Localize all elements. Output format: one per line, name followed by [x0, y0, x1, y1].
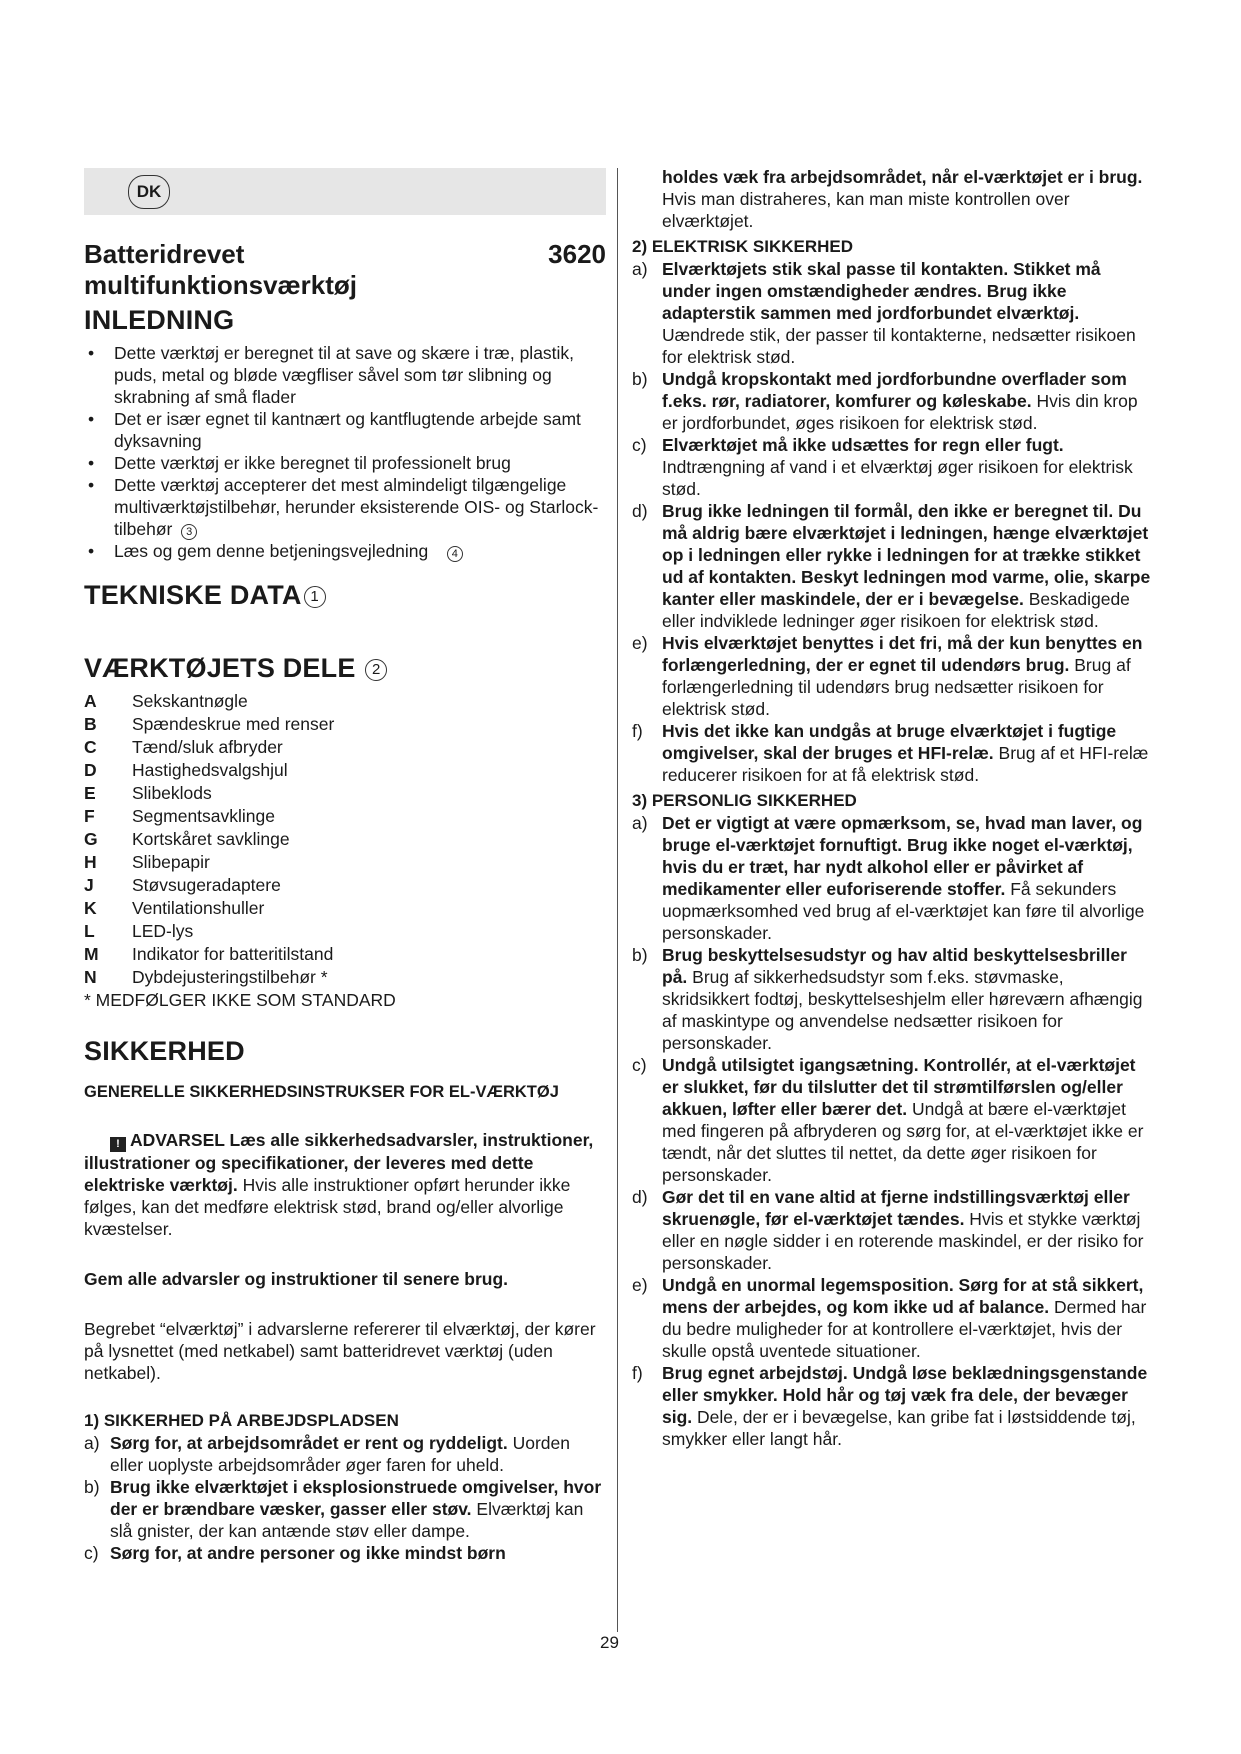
- right-column: [632, 166, 1152, 1450]
- table-row: F Segmentsavklinge: [84, 806, 275, 826]
- table-row: C Tænd/sluk afbryder: [84, 737, 283, 757]
- parts-heading: VÆRKTØJETS DELE 2: [84, 653, 606, 684]
- intro-list: [84, 342, 606, 562]
- list-item: f) Hvis det ikke kan undgås at bruge elværktøjet i fugtige omgivelser, skal der bruges et HFI-relæ. Brug af et HFI-relæ reducerer risikoen for at få elektrisk stød.: [632, 721, 1149, 785]
- list-item: f) Brug egnet arbejdstøj. Undgå løse beklædningsgenstande eller smykker. Hold hår og tøj væk fra dele, der bevæger sig. Dele, der er i bevægelse, kan gribe fat i løstsiddende tøj, smykker eller langt hår.: [632, 1363, 1148, 1449]
- tech-heading: TEKNISKE DATA 1: [84, 580, 606, 611]
- list-item: e) Hvis elværktøjet benyttes i det fri, må der kun benyttes en forlængerledning, der er egnet til udendørs brug. Brug af forlængerledning til udendørs brug nedsætter risikoen for elektrisk stød.: [632, 633, 1143, 719]
- list-item: d) Brug ikke ledningen til formål, den ikke er beregnet til. Du må aldrig bære elværktøjet i ledningen, hænge elværktøjet op i ledningen eller rykke i ledningen for at trække stikket ud af kontakten. Beskyt ledningen mod varme, olie, skarpe kanter eller maskindele, der er i bevægelse. Beskadigede eller indviklede ledninger øger risikoen for elektrisk stød.: [632, 501, 1151, 631]
- list-item: a) Sørg for, at arbejdsområdet er rent og ryddeligt. Uorden eller uoplyste arbejdsområder øger faren for uheld.: [84, 1433, 570, 1475]
- section-heading: 2) ELEKTRISK SIKKERHED: [632, 237, 854, 256]
- intro-heading: INLEDNING: [84, 305, 235, 335]
- figure-ref: 1: [304, 586, 326, 608]
- table-row: J Støvsugeradaptere: [84, 875, 281, 895]
- table-row: H Slibepapir: [84, 852, 210, 872]
- list-item: • Dette værktøj er ikke beregnet til professionelt brug: [84, 452, 606, 474]
- safety-heading: SIKKERHED: [84, 1036, 245, 1066]
- list-item: c) Undgå utilsigtet igangsætning. Kontrollér, at el-værktøjet er slukket, før du tilslutter det til strømtilførslen og/eller akkuen, løfter eller bærer det. Undgå at bære el-værktøjet med fingeren på afbryderen og sørg for, at el-værktøjet ikke er tændt, når det sluttes til nettet, da dette øger risikoen for personskader.: [632, 1055, 1144, 1185]
- list-item: • Dette værktøj accepterer det mest almindeligt tilgængelige multiværktøjstilbehør, herunder eksisterende OIS- og Starlock-tilbehør 3: [84, 474, 606, 540]
- table-row: K Ventilationshuller: [84, 898, 265, 918]
- list-item: • Dette værktøj er beregnet til at save og skære i træ, plastik, puds, metal og bløde vægfliser såvel som tør slibning og skrabning af små flader: [84, 342, 606, 408]
- parts-table: [84, 690, 334, 989]
- title-row: [84, 239, 606, 301]
- table-row: L LED-lys: [84, 921, 194, 941]
- table-row: D Hastighedsvalgshjul: [84, 760, 288, 780]
- section-heading: 3) PERSONLIG SIKKERHED: [632, 791, 857, 810]
- list-item: a) Elværktøjets stik skal passe til kontakten. Stikket må under ingen omstændigheder ændres. Brug ikke adapterstik sammen med jordforbundet elværktøj. Uændrede stik, der passer til kontakterne, nedsætter risikoen for elektrisk stød.: [632, 259, 1136, 367]
- column-divider: [617, 168, 618, 1632]
- list-item: b) Brug beskyttelsesudstyr og hav altid beskyttelsesbriller på. Brug af sikkerhedsudstyr som f.eks. støvmaske, skridsikkert fodtøj, beskyttelseshjelm eller høreværn afhængig af maskintype og anvendelse nedsætter risikoen for personskader.: [632, 945, 1143, 1053]
- safety-subheading: GENERELLE SIKKERHEDSINSTRUKSER FOR EL-VÆRKTØJ: [84, 1083, 559, 1101]
- list-item: • Læs og gem denne betjeningsvejledning 4: [84, 540, 606, 562]
- table-row: M Indikator for batteritilstand: [84, 944, 334, 964]
- language-bar: [84, 168, 606, 215]
- warning-paragraph: ! ADVARSEL Læs alle sikkerhedsadvarsler, instruktioner, illustrationer og specifikationer, der leveres med dette elektriske værktøj. Hvis alle instruktioner opført herunder ikke følges, kan det medføre elektrisk stød, brand og/eller alvorlige kvæstelser.: [84, 1130, 594, 1239]
- section-heading: 1) SIKKERHED PÅ ARBEJDSPLADSEN: [84, 1411, 399, 1430]
- table-row: N Dybdejusteringstilbehør *: [84, 967, 328, 987]
- table-row: A Sekskantnøgle: [84, 691, 248, 711]
- list-item: • Det er især egnet til kantnært og kantflugtende arbejde samt dyksavning: [84, 408, 606, 452]
- figure-ref: 4: [447, 546, 463, 562]
- warning-icon: !: [110, 1137, 126, 1152]
- figure-ref: 2: [365, 659, 387, 681]
- table-row: B Spændeskrue med renser: [84, 714, 335, 734]
- term-paragraph: Begrebet “elværktøj” i advarslerne refererer til elværktøj, der kører på lysnettet (med netkabel) samt batteridrevet værktøj (uden netkabel).: [84, 1319, 596, 1383]
- table-row: E Slibeklods: [84, 783, 212, 803]
- list-item: c) Sørg for, at andre personer og ikke mindst børn: [84, 1543, 506, 1563]
- list-item: b) Brug ikke elværktøjet i eksplosionstruede omgivelser, hvor der er brændbare væsker, gasser eller støv. Elværktøj kan slå gnister, der kan antænde støv eller dampe.: [84, 1477, 602, 1541]
- section-1: [84, 1410, 606, 1564]
- model-number: 3620: [548, 239, 606, 269]
- language-badge: DK: [128, 175, 170, 209]
- continued-paragraph: holdes væk fra arbejdsområdet, når el-værktøjet er i brug. Hvis man distraheres, kan man miste kontrollen over elværktøjet.: [662, 167, 1143, 231]
- list-item: b) Undgå kropskontakt med jordforbundne overflader som f.eks. rør, radiatorer, komfurer og køleskabe. Hvis din krop er jordforbundet, øges risikoen for elektrisk stød.: [632, 369, 1138, 433]
- table-row: G Kortskåret savklinge: [84, 829, 290, 849]
- figure-ref: 3: [181, 524, 197, 540]
- page-number: 29: [600, 1633, 619, 1652]
- save-paragraph: Gem alle advarsler og instruktioner til senere brug.: [84, 1269, 509, 1289]
- page-title: Batteridrevet multifunktionsværktøj: [84, 239, 358, 300]
- list-item: a) Det er vigtigt at være opmærksom, se, hvad man laver, og bruge el-værktøjet fornuftigt. Brug ikke noget el-værktøj, hvis du er træt, har nydt alkohol eller er påvirket af medikamenter eller euforiserende stoffer. Få sekunders uopmærksomhed ved brug af el-værktøjet kan føre til alvorlige personskader.: [632, 813, 1145, 943]
- parts-note: * MEDFØLGER IKKE SOM STANDARD: [84, 990, 396, 1010]
- list-item: c) Elværktøjet må ikke udsættes for regn eller fugt. Indtrængning af vand i et elværktøj øger risikoen for elektrisk stød.: [632, 435, 1133, 499]
- list-item: d) Gør det til en vane altid at fjerne indstillingsværktøj eller skruenøgle, før el-værktøjet tændes. Hvis et stykke værktøj eller en nøgle sidder i en roterende maskindel, er der risiko for personskader.: [632, 1187, 1144, 1273]
- list-item: e) Undgå en unormal legemsposition. Sørg for at stå sikkert, mens der arbejdes, og kom ikke ud af balance. Dermed har du bedre muligheder for at kontrollere el-værktøjet, hvis der skulle opstå uventede situationer.: [632, 1275, 1147, 1361]
- left-column: [84, 168, 606, 1564]
